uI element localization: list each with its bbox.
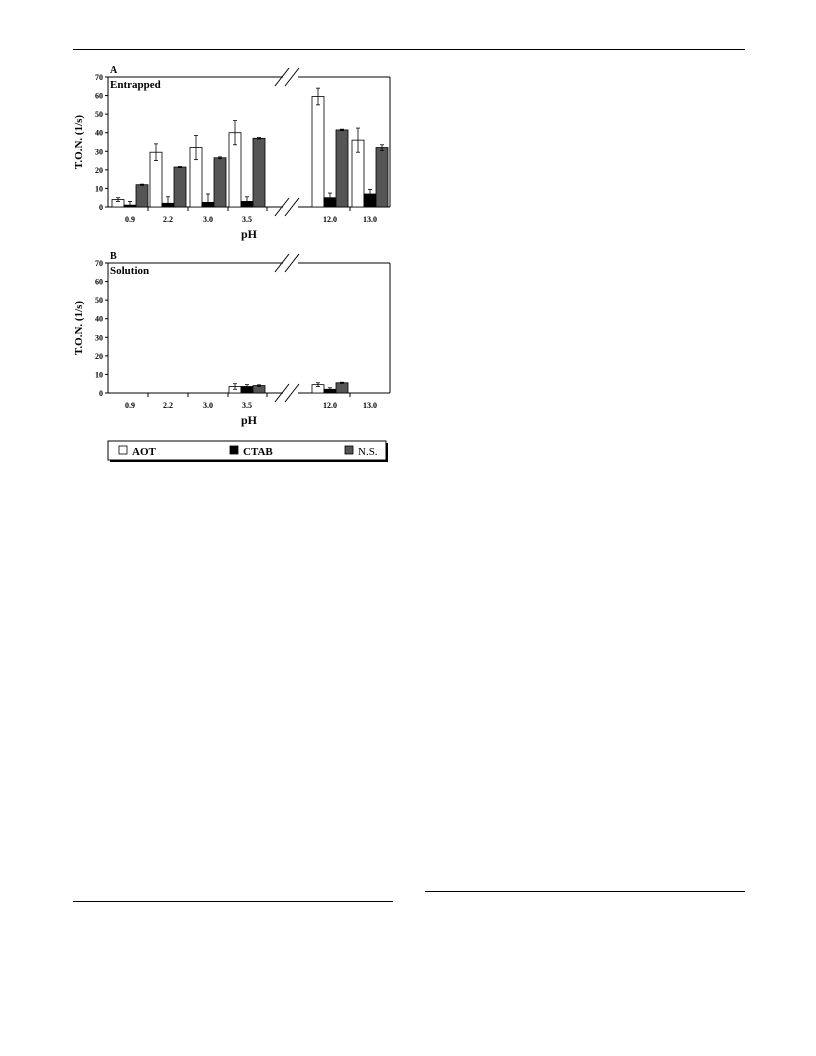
y-tick-label: 70 [95,73,103,82]
y-tick-label: 20 [95,351,103,361]
x-tick-label: 3.5 [242,401,252,410]
y-tick-label: 60 [95,277,103,287]
y-axis-label: T.O.N. (1/s) [73,300,85,356]
bar-ns-3 [253,138,265,207]
y-tick-label: 40 [95,314,103,324]
panel-title: Solution [110,265,150,277]
legend-label-ctab: CTAB [243,446,273,458]
bar-ns-0 [136,185,148,207]
x-tick-label: 12.0 [323,401,337,410]
y-tick-label: 10 [95,370,103,380]
bar-ns-4 [336,383,348,393]
legend-swatch-ctab [230,446,238,454]
y-tick-label: 30 [95,147,103,157]
x-tick-label: 3.0 [203,401,213,410]
y-tick-label: 60 [95,91,103,101]
y-tick-label: 10 [95,184,103,194]
panel-letter: A [110,65,118,76]
y-tick-label: 20 [95,165,103,175]
bar-ns-2 [214,158,226,207]
legend-label-ns: N.S. [358,446,378,458]
chart-panel-a [73,65,390,241]
y-tick-label: 50 [95,110,103,120]
y-tick-label: 0 [99,203,103,212]
x-tick-label: 2.2 [163,215,173,224]
panel-title: Entrapped [110,79,161,91]
x-tick-label: 13.0 [363,215,377,224]
bar-aot-4 [312,97,324,208]
x-tick-label: 12.0 [323,215,337,224]
x-tick-label: 0.9 [125,215,135,224]
legend-swatch-ns [345,446,353,454]
x-axis-label: pH [240,413,258,427]
panel-letter: B [110,251,117,262]
y-tick-label: 0 [99,389,103,398]
x-tick-label: 13.0 [363,401,377,410]
legend-swatch-aot [119,446,127,454]
y-tick-label: 50 [95,296,103,306]
y-tick-label: 30 [95,333,103,343]
y-tick-label: 70 [95,259,103,268]
legend-label-aot: AOT [132,446,156,458]
x-tick-label: 0.9 [125,401,135,410]
bar-ns-1 [174,167,186,207]
chart-panel-b [73,251,390,427]
legend [108,441,388,462]
x-axis-label: pH [240,227,258,241]
y-tick-label: 40 [95,128,103,138]
x-tick-label: 2.2 [163,401,173,410]
x-tick-label: 3.0 [203,215,213,224]
x-tick-label: 3.5 [242,215,252,224]
bar-ns-4 [336,130,348,207]
bar-ns-5 [376,148,388,207]
y-axis-label: T.O.N. (1/s) [73,114,85,170]
